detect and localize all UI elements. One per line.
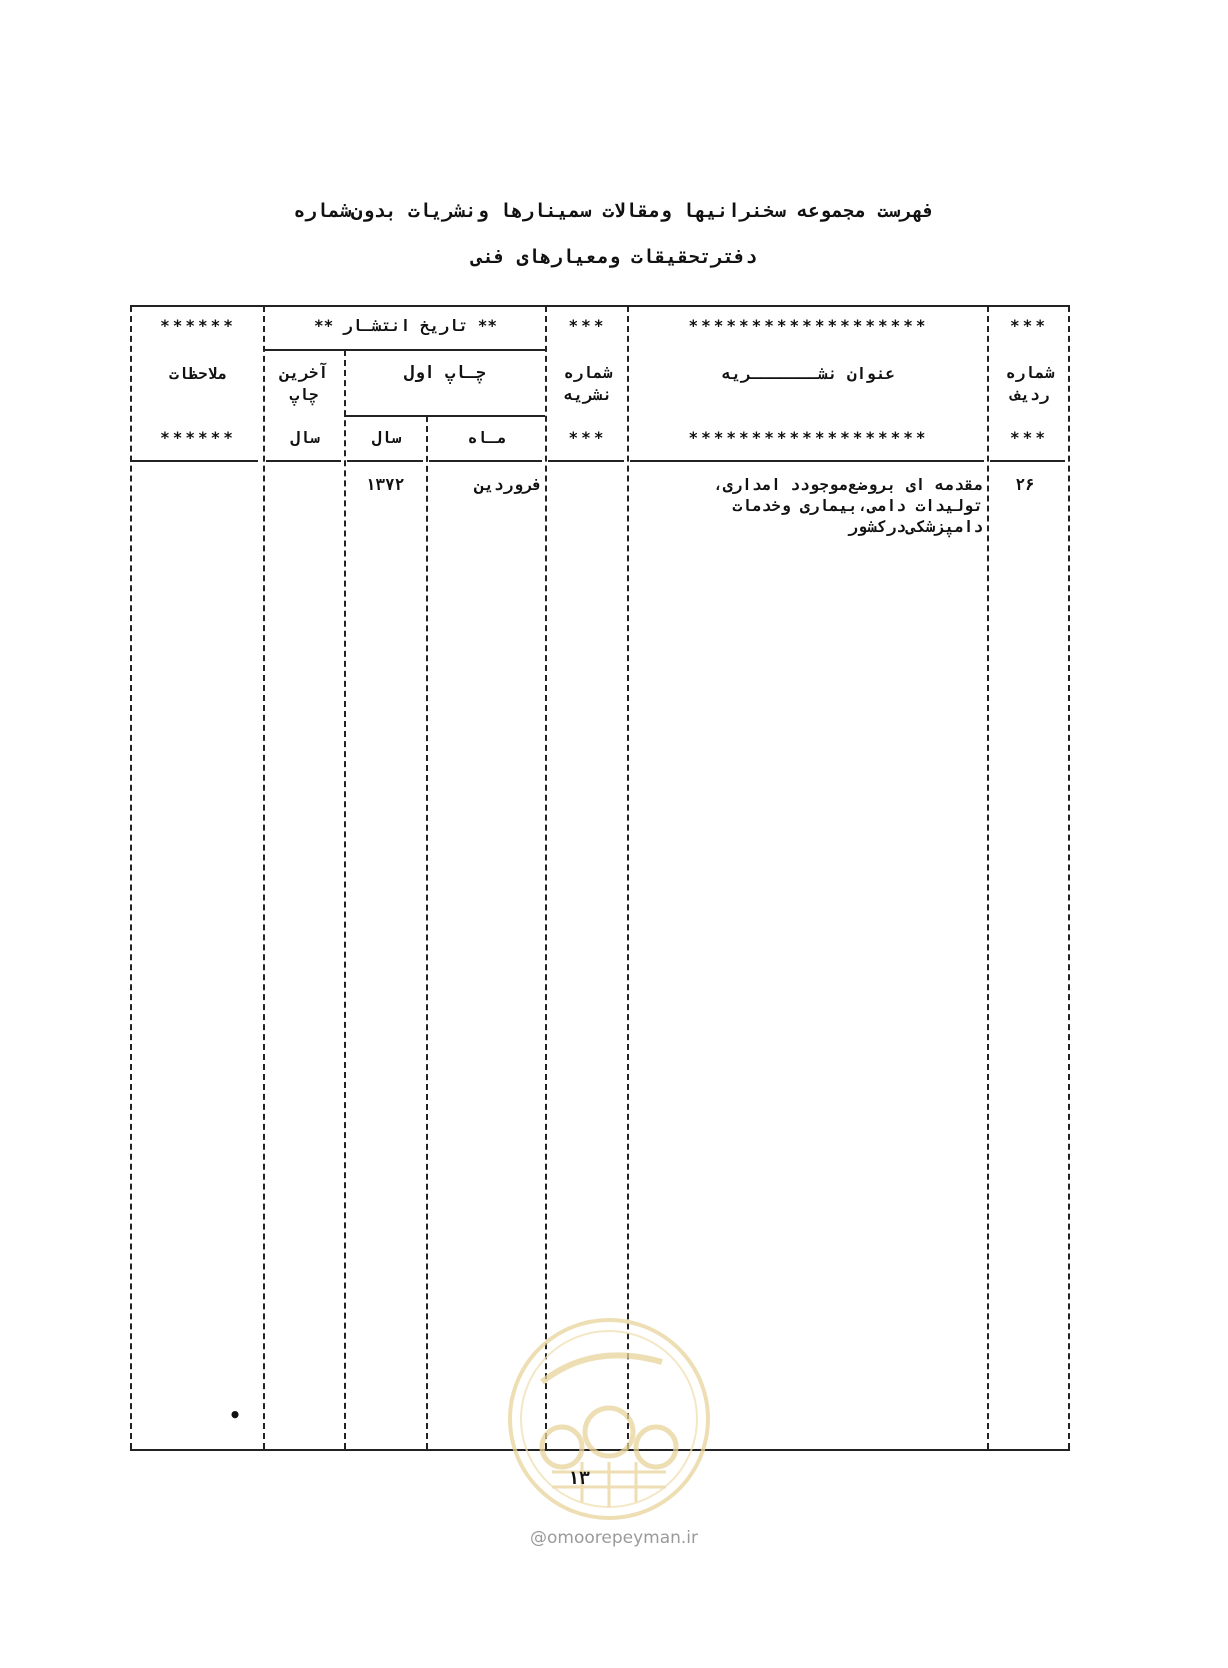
- row-title-line: دامپزشکی‌درکشور: [848, 517, 983, 536]
- row-no-stars: ***: [1010, 316, 1048, 335]
- notes-header: ملاحظات: [169, 364, 227, 383]
- col-border: [130, 306, 132, 1449]
- last-print-header: آخرین چاپ: [279, 363, 329, 404]
- month-header: مـاه: [467, 428, 507, 447]
- row-no-stars-bottom: ***: [1010, 428, 1048, 447]
- header-bottom: [347, 460, 423, 462]
- col-border: [344, 350, 346, 1449]
- col-border: [1068, 306, 1070, 1449]
- title-header: عنوان نشـــــــریه: [721, 364, 896, 383]
- year-header: سال: [372, 428, 401, 447]
- row-month: فروردین: [474, 475, 542, 494]
- footer-mark: •: [228, 1403, 244, 1427]
- row-year: ۱۳۷۲: [365, 475, 405, 494]
- col-border: [987, 306, 989, 1449]
- watermark-logo: [508, 1318, 710, 1520]
- col-border: [263, 306, 265, 1449]
- page-number: ۱۳: [568, 1468, 590, 1489]
- title-stars: *******************: [688, 316, 929, 335]
- last-year-header: سال: [290, 428, 320, 447]
- header-bottom: [130, 460, 258, 462]
- col-border: [426, 416, 428, 1449]
- row-no-header: شماره ردیف: [1005, 363, 1055, 404]
- header-bottom: [266, 460, 341, 462]
- header-bottom: [990, 460, 1065, 462]
- col-border: [545, 306, 547, 1449]
- row-title-line: مقدمه ای بروضع‌موجودد امداری،: [713, 475, 983, 494]
- title-stars-bottom: *******************: [688, 428, 929, 447]
- header-bottom: [429, 460, 542, 462]
- gear-icon: [512, 1322, 706, 1516]
- header-divider: [263, 349, 545, 351]
- pub-date-header: ** تاریخ انتشـار **: [313, 316, 498, 335]
- pub-no-stars-bottom: ***: [568, 428, 607, 447]
- pub-no-header: شماره نشریه: [563, 363, 613, 404]
- page-title: فهرست مجموعه سخنرانیها ومقالات سمینارها ونشریات بدون‌شماره: [293, 200, 935, 222]
- header-divider: [344, 415, 545, 417]
- row-title-line: تولیدات دامی،بیماری وخدمات: [732, 496, 983, 515]
- notes-stars-bottom: ******: [160, 428, 236, 447]
- first-print-header: چـاپ اول: [404, 363, 486, 383]
- col-border: [627, 306, 629, 1449]
- row-number: ۲۶: [1015, 475, 1035, 494]
- header-bottom: [548, 460, 624, 462]
- header-bottom: [630, 460, 984, 462]
- page-subtitle: دفترتحقیقات ومعیارهای فنی: [471, 246, 757, 268]
- site-watermark: @omoorepeyman.ir: [529, 1528, 699, 1548]
- notes-stars: ******: [160, 316, 236, 335]
- pub-no-stars: ***: [568, 316, 607, 335]
- table-top-border: [130, 305, 1070, 307]
